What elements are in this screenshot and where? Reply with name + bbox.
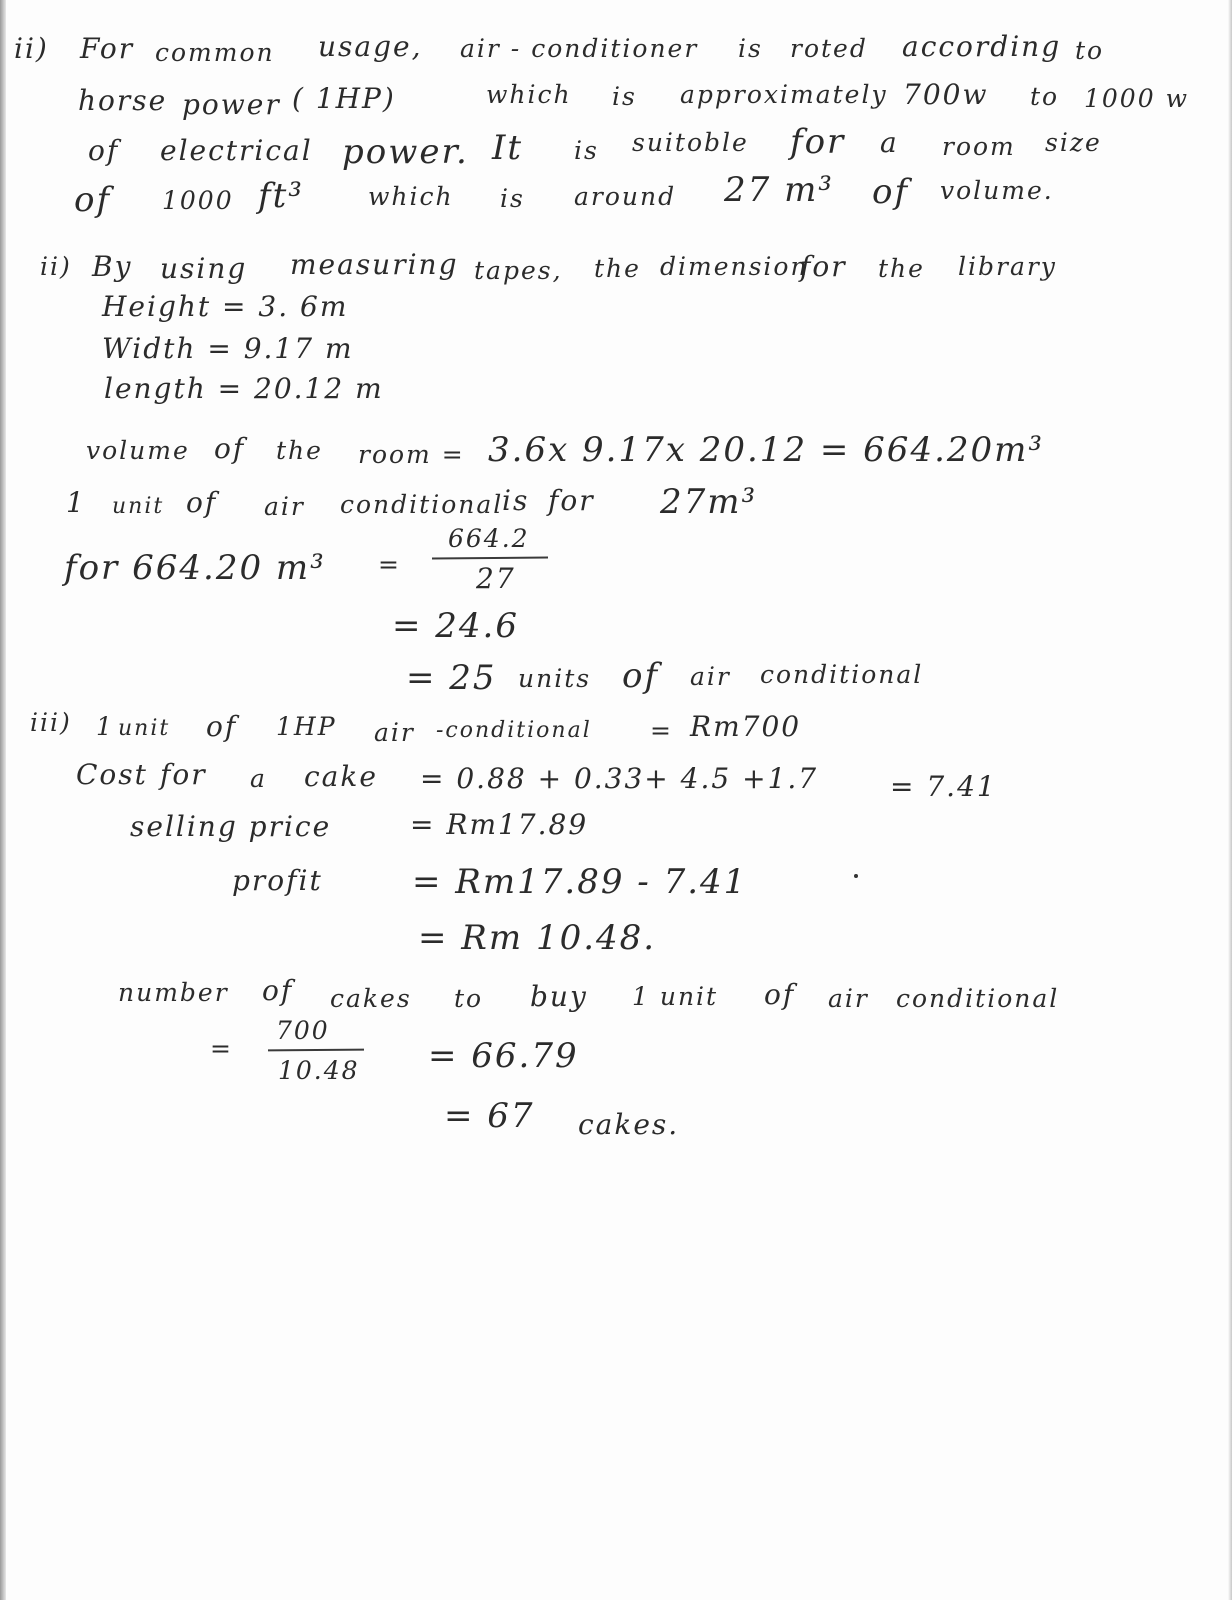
text-word: 1000 w — [1084, 84, 1189, 113]
text-word: using — [160, 252, 248, 285]
text-word: the — [276, 436, 323, 465]
text-word: Rm700 — [690, 710, 802, 743]
text-word: air — [374, 718, 415, 747]
division-result: = 24.6 — [392, 606, 519, 646]
fraction-bar — [432, 556, 548, 559]
text-word: Cost — [76, 758, 148, 791]
text-word: of — [622, 656, 660, 696]
text-word: size — [1045, 128, 1102, 157]
text-word: for — [548, 484, 595, 517]
profit-result: = Rm 10.48. — [418, 918, 657, 958]
text-word: 1 — [66, 486, 86, 519]
part-ii-label: ii) — [40, 252, 72, 281]
equals-sign: = — [378, 550, 401, 579]
text-word: common — [155, 38, 275, 67]
volume-calculation: 3.6x 9.17x 20.12 = 664.20m³ — [488, 430, 1045, 470]
text-word: conditional — [760, 660, 924, 689]
fraction-numerator: 700 — [276, 1016, 330, 1045]
text-word: approximately — [680, 80, 888, 109]
text-word: is — [500, 184, 525, 213]
text-word: -conditional — [436, 718, 592, 743]
for-volume-label: for 664.20 m³ — [64, 548, 326, 588]
cost-calculation: = 0.88 + 0.33+ 4.5 +1.7 — [420, 762, 819, 795]
text-word: to — [454, 984, 484, 1013]
text-word: air — [264, 492, 305, 521]
text-word: conditional — [896, 984, 1060, 1013]
text-word: the — [594, 254, 641, 283]
text-word: unit — [112, 494, 165, 519]
text-word: air — [690, 662, 731, 691]
text-word: of — [214, 432, 246, 465]
text-word: is — [612, 82, 637, 111]
text-word: of — [74, 180, 112, 220]
text-word: 27 m³ — [724, 170, 834, 210]
text-word: ( 1HP) — [292, 82, 396, 115]
text-word: to — [1030, 82, 1060, 111]
text-word: tapes, — [474, 256, 563, 285]
text-word: conditional — [340, 490, 504, 519]
width-measurement: Width = 9.17 m — [102, 332, 354, 365]
text-word: of — [206, 710, 238, 743]
final-value: = 67 — [444, 1096, 535, 1136]
selling-price-label: selling price — [130, 810, 332, 843]
text-word: of — [88, 134, 120, 167]
text-word: of — [186, 486, 218, 519]
text-word: 27m³ — [660, 482, 758, 522]
text-word: is — [502, 484, 530, 517]
selling-price-value: = Rm17.89 — [410, 808, 589, 841]
text-word: of — [872, 172, 910, 212]
text-word: 1HP — [276, 712, 337, 741]
text-word: unit — [118, 716, 171, 741]
text-word: room — [942, 132, 1016, 161]
text-word: dimension — [660, 252, 809, 281]
text-word: 700w — [903, 78, 989, 111]
text-word: for — [790, 122, 846, 162]
text-word: buy — [530, 980, 588, 1013]
text-word: is — [574, 136, 599, 165]
text-word: power — [182, 88, 281, 121]
text-word: a — [880, 126, 899, 159]
text-word: for — [800, 250, 847, 283]
fraction-bar — [268, 1049, 364, 1052]
profit-label: profit — [232, 864, 323, 897]
text-word: around — [574, 182, 677, 211]
text-word: ft³ — [258, 176, 304, 216]
cost-result: = 7.41 — [890, 770, 997, 803]
text-word: volume. — [940, 176, 1054, 205]
text-word: of — [262, 974, 294, 1007]
text-word: units — [518, 664, 592, 693]
text-word: horse — [78, 84, 168, 117]
text-word: of — [764, 978, 796, 1011]
scan-edge-right — [1228, 0, 1232, 1600]
text-word: number — [118, 978, 229, 1007]
text-word: air - conditioner — [460, 34, 699, 63]
equals-sign: = — [210, 1034, 233, 1063]
text-word: electrical — [160, 134, 313, 167]
final-unit: cakes. — [578, 1108, 680, 1141]
text-word: measuring — [290, 248, 459, 281]
text-word: air — [828, 984, 869, 1013]
part-i-label: ii) — [14, 32, 49, 65]
text-word: cakes — [330, 984, 412, 1013]
text-word: is — [738, 34, 763, 63]
text-word: cake — [304, 760, 378, 793]
text-word: for — [160, 758, 207, 791]
text-word: roted — [790, 34, 868, 63]
scan-edge-left — [0, 0, 6, 1600]
text-word: By — [92, 250, 133, 283]
text-word: volume — [86, 436, 190, 465]
text-word: = 25 — [406, 658, 497, 698]
text-word: 1000 — [162, 186, 234, 215]
part-iii-label: iii) — [30, 708, 72, 737]
text-word: according — [902, 30, 1062, 63]
text-word: power. — [342, 132, 469, 172]
text-word: room = — [358, 440, 465, 469]
text-word: It — [492, 128, 524, 168]
text-word: which — [368, 182, 454, 211]
text-word: 1 — [96, 712, 114, 741]
text-word: 1 unit — [632, 982, 719, 1011]
text-word: library — [958, 252, 1057, 281]
text-word: suitoble — [632, 128, 749, 157]
text-word: which — [486, 80, 572, 109]
text-word: = — [650, 716, 673, 745]
fraction-numerator: 664.2 — [448, 524, 530, 553]
stray-dot — [854, 874, 858, 878]
profit-calculation: = Rm17.89 - 7.41 — [412, 862, 748, 902]
length-measurement: length = 20.12 m — [104, 372, 384, 405]
height-measurement: Height = 3. 6m — [102, 290, 349, 323]
text-word: to — [1075, 36, 1105, 65]
text-word: For — [80, 32, 135, 65]
text-word: the — [878, 254, 925, 283]
text-word: usage, — [318, 30, 423, 63]
fraction-denominator: 27 — [476, 562, 516, 595]
cakes-division-result: = 66.79 — [428, 1036, 579, 1076]
fraction-denominator: 10.48 — [278, 1056, 360, 1085]
text-word: a — [250, 764, 267, 793]
